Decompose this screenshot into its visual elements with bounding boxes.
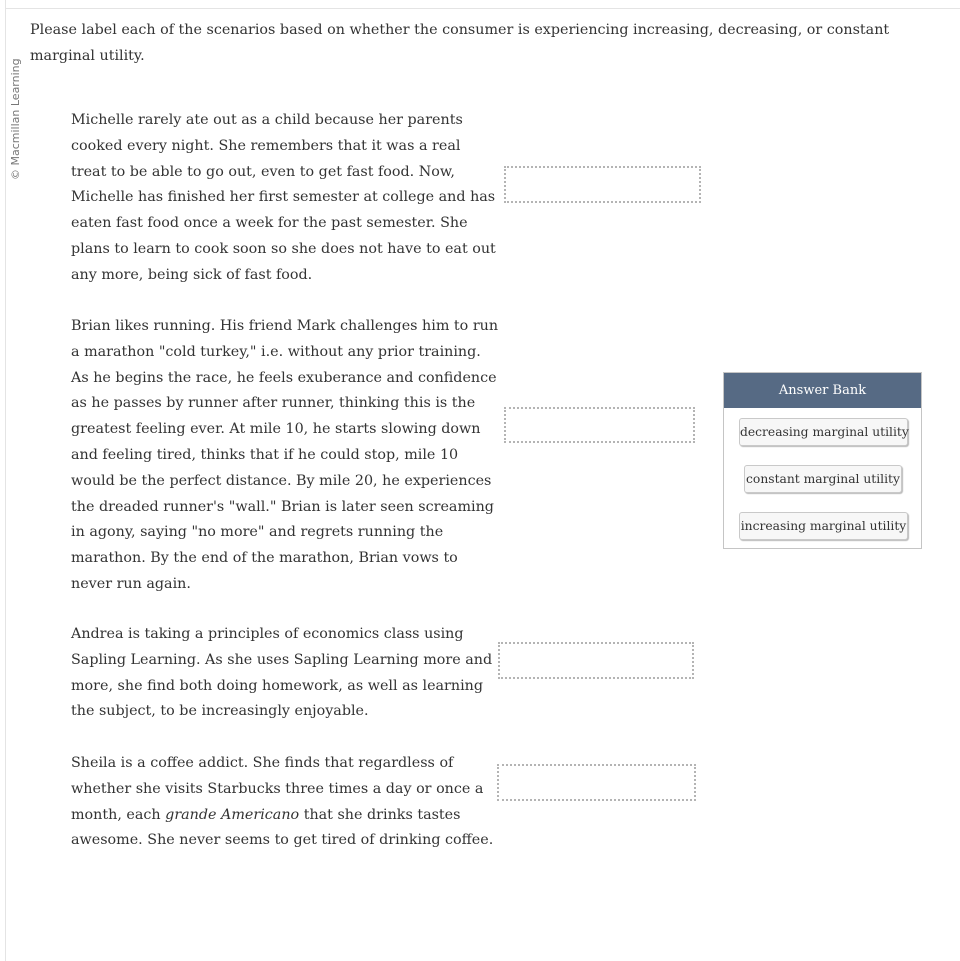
answer-chip-increasing-marginal-utility[interactable]: increasing marginal utility — [739, 512, 908, 540]
answer-chip-constant-marginal-utility[interactable]: constant marginal utility — [744, 465, 902, 493]
answer-drop-target-sheila[interactable] — [497, 764, 696, 801]
answer-bank — [723, 372, 922, 549]
answer-drop-target-brian[interactable] — [504, 407, 695, 443]
answer-chip-decreasing-marginal-utility[interactable]: decreasing marginal utility — [739, 418, 908, 446]
scenario-sheila-text-end: that she drinks tastes awesome. She never seems to get tired of drinking coffee. — [71, 806, 494, 849]
scenario-michelle: Michelle rarely ate out as a child because her parents cooked every night. She remembers that it was a real treat to be able to go out, even to get fast food. Now, Michelle has finished her first semester at college and has eaten fast food once a week for the past semester. She plans to learn to cook soon so she does not have to eat out any more, being sick of fast food. — [71, 112, 496, 283]
copyright-watermark: © Macmillan Learning — [9, 58, 22, 180]
scenario-brian: Brian likes running. His friend Mark challenges him to run a marathon "cold turkey," i.e. without any prior training. As he begins the race, he feels exuberance and confidence as he passes by runner after runner, thinking this is the greatest feeling ever. At mile 10, he starts slowing down and feeling tired, thinks that if he could stop, mile 10 would be the perfect distance. By mile 20, he experiences the dreaded runner's "wall." Brian is later seen screaming in agony, saying "no more" and regrets running the marathon. By the end of the marathon, Brian vows to never run again. — [71, 318, 499, 592]
scenario-andrea: Andrea is taking a principles of economics class using Sapling Learning. As she uses Sapling Learning more and more, she find both doing homework, as well as learning the subject, to be increasingly enjoyable. — [71, 626, 493, 720]
question-instructions: Please label each of the scenarios based on whether the consumer is experiencing increasing, decreasing, or constant marginal utility. — [30, 22, 890, 64]
answer-drop-target-michelle[interactable] — [504, 166, 701, 203]
left-border-line — [5, 0, 6, 961]
answer-drop-target-andrea[interactable] — [498, 642, 694, 679]
scenario-sheila-emphasis: grande Americano — [165, 806, 300, 823]
answer-bank-title: Answer Bank — [724, 373, 921, 408]
scenario-sheila — [71, 751, 499, 854]
scenario-sheila-text-start: Sheila is a coffee addict. She finds that regardless of whether she visits Starbucks three times a day or once a month, each — [71, 755, 484, 823]
top-border-line — [5, 8, 960, 9]
